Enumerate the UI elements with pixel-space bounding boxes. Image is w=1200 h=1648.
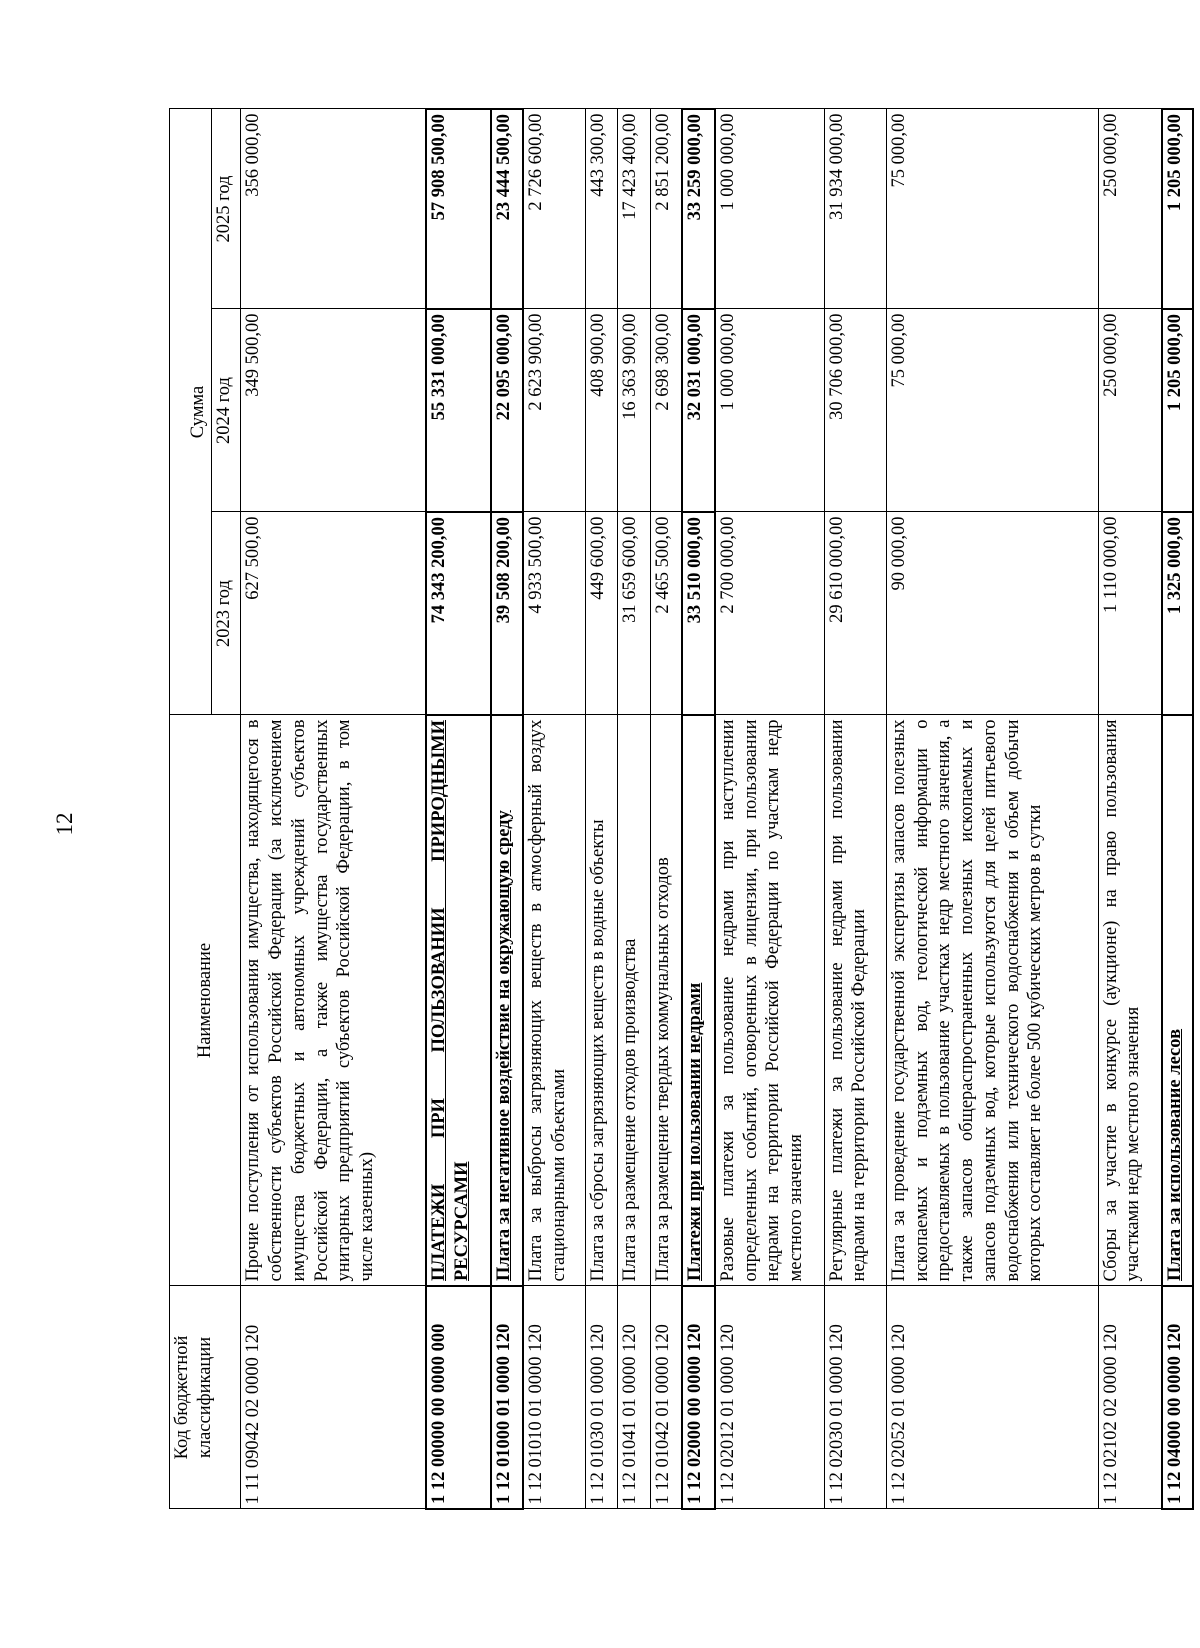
cell-sum-2025: 1 000 000,00: [715, 109, 824, 309]
cell-sum-2023: 31 659 600,00: [618, 512, 650, 715]
table-row: [824, 109, 886, 1509]
cell-sum-2025: 356 000,00: [241, 109, 426, 309]
header-name: Наименование: [170, 715, 241, 1286]
cell-sum-2025: 1 205 000,00: [1162, 109, 1193, 309]
cell-sum-2024: 2 698 300,00: [650, 309, 682, 512]
header-year-2023: 2023 год: [211, 512, 241, 715]
table-row: [682, 109, 714, 1509]
cell-sum-2023: 2 465 500,00: [650, 512, 682, 715]
cell-sum-2025: 2 726 600,00: [523, 109, 585, 309]
cell-code: 1 12 01010 01 0000 120: [523, 1286, 585, 1509]
table-row: [886, 109, 1098, 1509]
cell-name: Плата за использование лесов: [1162, 715, 1193, 1286]
cell-sum-2024: 55 331 000,00: [426, 309, 491, 512]
cell-code: 1 12 00000 00 0000 000: [426, 1286, 491, 1509]
table-row: [650, 109, 682, 1509]
cell-sum-2025: 31 934 000,00: [824, 109, 886, 309]
cell-name: Платежи при пользовании недрами: [682, 715, 714, 1286]
table-row: [1098, 109, 1162, 1509]
cell-name: Плата за сбросы загрязняющих веществ в водные объекты: [585, 715, 617, 1286]
cell-name: Плата за размещение твердых коммунальных отходов: [650, 715, 682, 1286]
cell-sum-2025: 33 259 000,00: [682, 109, 714, 309]
header-row: [170, 109, 212, 1509]
rotated-table-container: [169, 110, 1194, 1510]
page-number: 12: [52, 812, 77, 836]
cell-code: 1 12 02000 00 0000 120: [682, 1286, 714, 1509]
header-year-2025: 2025 год: [211, 109, 241, 309]
cell-sum-2024: 1 205 000,00: [1162, 309, 1193, 512]
cell-name: Разовые платежи за пользование недрами при наступлении определенных событий, оговоренных в лицензии, при пользовании недрами на территории Российской Федерации по участкам недр местного значения: [715, 715, 824, 1286]
cell-sum-2025: 250 000,00: [1098, 109, 1162, 309]
cell-name: Плата за размещение отходов производства: [618, 715, 650, 1286]
table-row: [241, 109, 426, 1509]
cell-sum-2023: 4 933 500,00: [523, 512, 585, 715]
table-row: [1162, 109, 1193, 1509]
cell-sum-2023: 1 325 000,00: [1162, 512, 1193, 715]
cell-sum-2023: 1 110 000,00: [1098, 512, 1162, 715]
table-row: [585, 109, 617, 1509]
cell-sum-2024: 1 000 000,00: [715, 309, 824, 512]
cell-sum-2025: 17 423 400,00: [618, 109, 650, 309]
cell-sum-2025: 23 444 500,00: [491, 109, 523, 309]
cell-code: 1 12 02052 01 0000 120: [886, 1286, 1098, 1509]
cell-sum-2024: 2 623 900,00: [523, 309, 585, 512]
cell-code: 1 12 01000 01 0000 120: [491, 1286, 523, 1509]
cell-sum-2025: 2 851 200,00: [650, 109, 682, 309]
cell-name: Плата за выбросы загрязняющих веществ в атмосферный воздух стационарными объектами: [523, 715, 585, 1286]
cell-name: Регулярные платежи за пользование недрами при пользовании недрами на территории Российской Федерации: [824, 715, 886, 1286]
cell-sum-2024: 408 900,00: [585, 309, 617, 512]
budget-table: [169, 108, 1194, 1510]
cell-code: 1 12 02012 01 0000 120: [715, 1286, 824, 1509]
cell-sum-2024: 32 031 000,00: [682, 309, 714, 512]
table-row: [426, 109, 491, 1509]
cell-sum-2025: 75 000,00: [886, 109, 1098, 309]
cell-code: 1 11 09042 02 0000 120: [241, 1286, 426, 1509]
cell-sum-2024: 16 363 900,00: [618, 309, 650, 512]
cell-name: Плата за проведение государственной экспертизы запасов полезных ископаемых и подземных вод, геологической информации о предоставляемых в пользование участках недр местного значения, а также запасов общераспространенных полезных ископаемых и запасов подземных вод, которые используются для целей питьевого водоснабжения или технического водоснабжения и объем добычи которых составляет не более 500 кубических метров в сутки: [886, 715, 1098, 1286]
cell-sum-2023: 29 610 000,00: [824, 512, 886, 715]
header-sum: Сумма: [170, 109, 212, 715]
cell-name: Прочие поступления от использования имущества, находящегося в собственности субъектов Российской Федерации (за исключением имущества бюджетных и автономных учреждений субъектов Российской Федерации, а также имущества государственных унитарных предприятий субъектов Российской Федерации, в том числе казенных): [241, 715, 426, 1286]
cell-sum-2025: 57 908 500,00: [426, 109, 491, 309]
cell-code: 1 12 02030 01 0000 120: [824, 1286, 886, 1509]
cell-code: 1 12 01042 01 0000 120: [650, 1286, 682, 1509]
cell-sum-2023: 90 000,00: [886, 512, 1098, 715]
cell-code: 1 12 01030 01 0000 120: [585, 1286, 617, 1509]
table-body: [170, 109, 1194, 1509]
table-row: [491, 109, 523, 1509]
cell-name: Плата за негативное воздействие на окружающую среду: [491, 715, 523, 1286]
table-row: [523, 109, 585, 1509]
cell-sum-2025: 443 300,00: [585, 109, 617, 309]
cell-sum-2024: 75 000,00: [886, 309, 1098, 512]
header-year-2024: 2024 год: [211, 309, 241, 512]
table-row: [618, 109, 650, 1509]
cell-sum-2024: 30 706 000,00: [824, 309, 886, 512]
cell-sum-2023: 2 700 000,00: [715, 512, 824, 715]
header-code: Код бюджетной классификации: [170, 1286, 241, 1509]
cell-sum-2024: 250 000,00: [1098, 309, 1162, 512]
cell-code: 1 12 01041 01 0000 120: [618, 1286, 650, 1509]
table-row: [715, 109, 824, 1509]
cell-code: 1 12 02102 02 0000 120: [1098, 1286, 1162, 1509]
cell-sum-2023: 74 343 200,00: [426, 512, 491, 715]
cell-sum-2024: 22 095 000,00: [491, 309, 523, 512]
cell-sum-2023: 627 500,00: [241, 512, 426, 715]
cell-sum-2024: 349 500,00: [241, 309, 426, 512]
cell-name: ПЛАТЕЖИ ПРИ ПОЛЬЗОВАНИИ ПРИРОДНЫМИ РЕСУРСАМИ: [426, 715, 491, 1286]
cell-sum-2023: 33 510 000,00: [682, 512, 714, 715]
cell-sum-2023: 449 600,00: [585, 512, 617, 715]
cell-sum-2023: 39 508 200,00: [491, 512, 523, 715]
cell-name: Сборы за участие в конкурсе (аукционе) на право пользования участками недр местного значения: [1098, 715, 1162, 1286]
cell-code: 1 12 04000 00 0000 120: [1162, 1286, 1193, 1509]
